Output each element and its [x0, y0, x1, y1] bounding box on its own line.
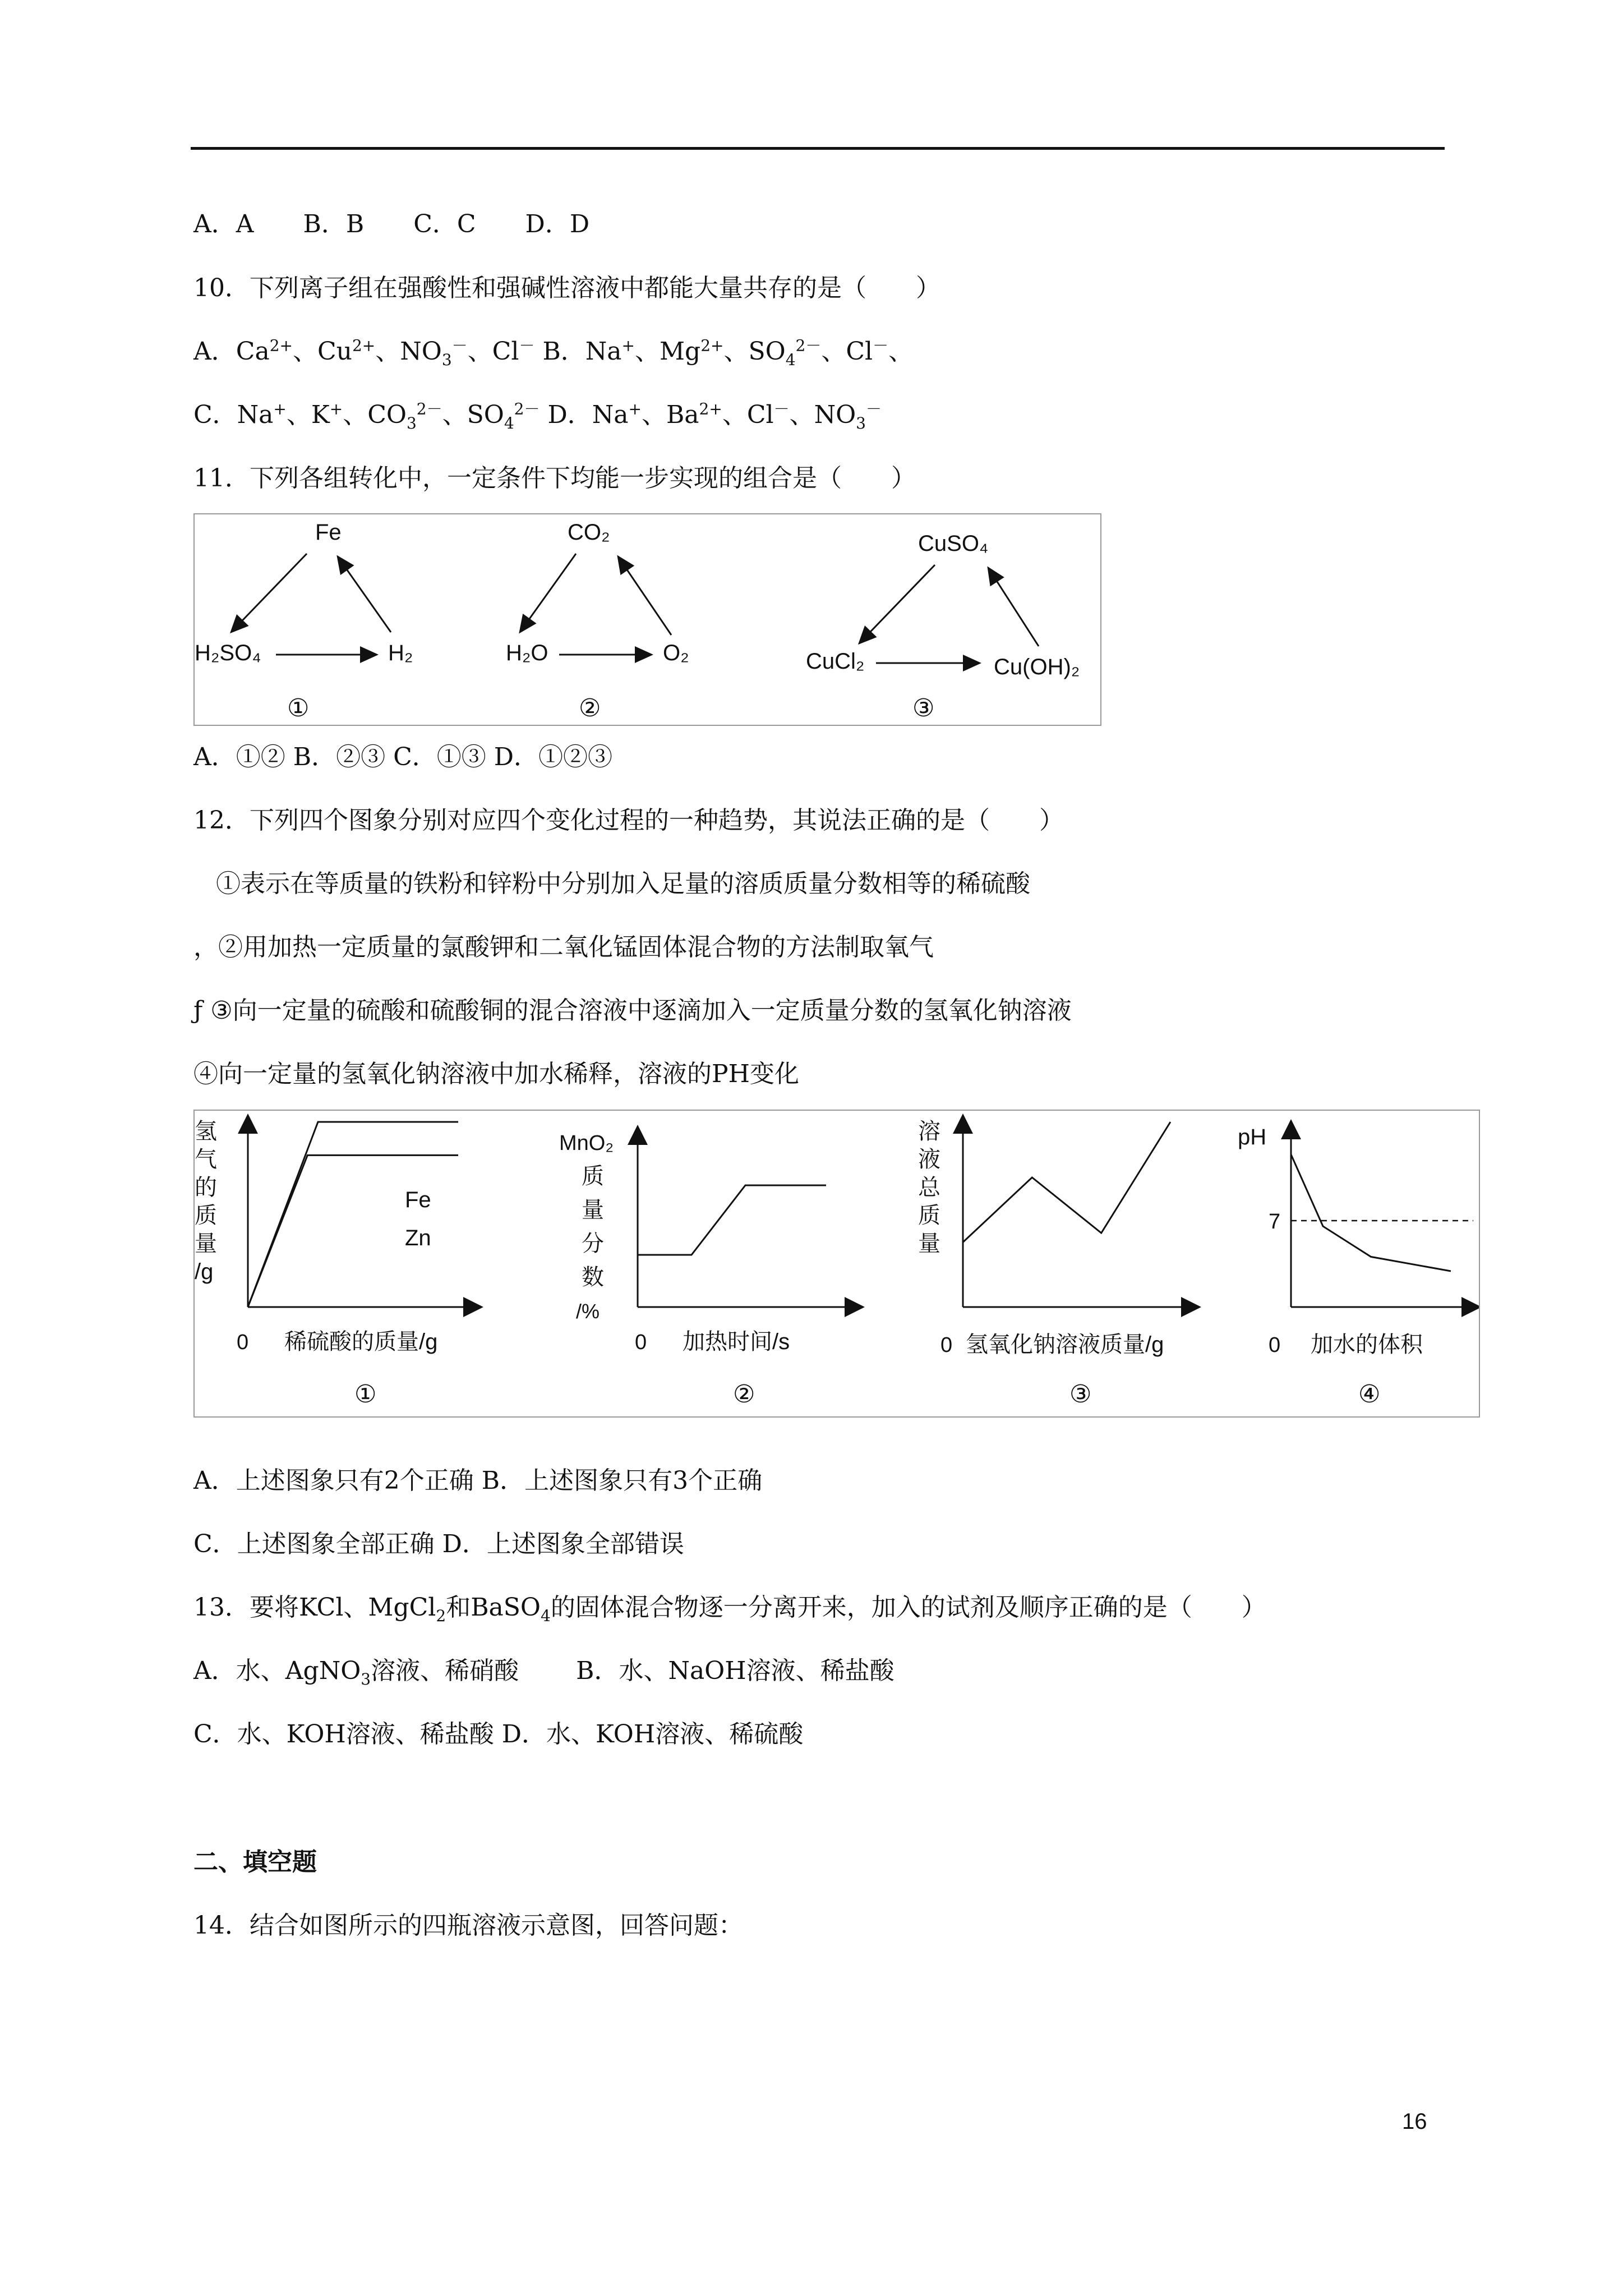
- q11-options: A．①② B．②③ C．①③ D．①②③: [193, 743, 613, 771]
- graph-1-xlabel: 稀硫酸的质量/g: [284, 1329, 438, 1354]
- graph-1-ylabel-5: 量: [195, 1231, 217, 1256]
- graph-3-ylabel-4: 质: [918, 1203, 940, 1228]
- graph-3: [918, 1119, 1193, 1408]
- page-number: 16: [1402, 2109, 1427, 2134]
- graph-1-origin: 0: [237, 1331, 249, 1354]
- graph-4-label: ④: [1358, 1381, 1381, 1408]
- graph-2-label: ②: [733, 1381, 755, 1408]
- q12-item-1: ①表示在等质量的铁粉和锌粉中分别加入足量的溶质质量分数相等的稀硫酸: [216, 869, 1030, 898]
- q12-options-cd: C．上述图象全部正确 D．上述图象全部错误: [193, 1530, 684, 1558]
- graph-2-xlabel: 加热时间/s: [683, 1329, 790, 1354]
- graph-1-legend-fe: Fe: [405, 1188, 431, 1212]
- q11-figure: [193, 513, 1101, 726]
- diagram-2-label: ②: [579, 694, 601, 722]
- graph-4: [1238, 1125, 1473, 1408]
- q12-options-ab: A．上述图象只有2个正确 B．上述图象只有3个正确: [193, 1466, 763, 1495]
- graph-2-ylabel-2: 量: [582, 1198, 604, 1222]
- q12-graphs: [195, 1111, 1479, 1416]
- graph-4-origin: 0: [1269, 1333, 1281, 1357]
- graph-3-ylabel-3: 总: [918, 1175, 940, 1200]
- q13-stem: 13．要将KCl、MgCl$_2$和BaSO$_4$的固体混合物逐一分离开来，加入的试剂及顺序正确的是（ ）: [193, 1593, 1266, 1625]
- q12-stem: 12．下列四个图象分别对应四个变化过程的一种趋势，其说法正确的是（ ）: [193, 806, 1064, 835]
- graph-4-ylabel: pH: [1238, 1125, 1267, 1149]
- diagram-3-right: Cu(OH)₂: [994, 655, 1080, 679]
- diagram-1-top: Fe: [315, 520, 342, 545]
- q11-diagrams: [195, 514, 1100, 725]
- q12-item-2: ，②用加热一定质量的氯酸钾和二氧化锰固体混合物的方法制取氧气: [193, 933, 934, 961]
- graph-1-legend-zn: Zn: [405, 1226, 431, 1250]
- q10-options-cd: C．Na+、K+、$CO_3^{2-}$、$SO_4^{2-}$ D．Na+、$Ba^{2+}$、Cl－、$NO_3^-$: [193, 399, 882, 432]
- graph-3-ylabel-1: 溶: [918, 1119, 940, 1144]
- graph-1: [195, 1119, 475, 1408]
- diagram-1-left: H₂SO₄: [195, 641, 261, 665]
- section-heading: 二、填空题: [193, 1848, 317, 1876]
- q11-stem: 11．下列各组转化中，一定条件下均能一步实现的组合是（ ）: [193, 464, 916, 493]
- graph-2-series: [638, 1185, 826, 1255]
- diagram-3: [806, 531, 1080, 722]
- graph-3-ylabel-5: 量: [918, 1231, 940, 1256]
- q12-item-4: ④向一定量的氢氧化钠溶液中加水稀释，溶液的PH变化: [193, 1060, 799, 1088]
- q9-options: A．A B．B C．C D．D: [193, 210, 590, 238]
- graph-1-ylabel-3: 的: [195, 1175, 217, 1200]
- graph-1-ylabel-6: /g: [195, 1259, 214, 1284]
- graph-3-label: ③: [1069, 1381, 1092, 1408]
- graph-3-series: [963, 1122, 1170, 1243]
- q10-stem: 10．下列离子组在强酸性和强碱性溶液中都能大量共存的是（ ）: [193, 274, 940, 302]
- diagram-1: [195, 520, 413, 722]
- diagram-2-left: H₂O: [506, 641, 548, 665]
- graph-4-reference-label: 7: [1269, 1210, 1281, 1234]
- graph-2-ylabel-4: 数: [582, 1265, 604, 1290]
- graph-2-ylabel-1: 质: [582, 1164, 604, 1189]
- graph-2-ylabel-3: 分: [582, 1231, 604, 1256]
- graph-2: [559, 1131, 856, 1408]
- diagram-3-top: CuSO₄: [918, 531, 989, 556]
- diagram-3-left: CuCl₂: [806, 649, 865, 674]
- graph-3-xlabel: 氢氧化钠溶液质量/g: [966, 1332, 1164, 1357]
- diagram-1-right: H₂: [388, 641, 413, 665]
- q14-stem: 14．结合如图所示的四瓶溶液示意图，回答问题：: [193, 1911, 743, 1940]
- graph-1-ylabel-2: 气: [195, 1147, 217, 1172]
- diagram-1-label: ①: [287, 694, 310, 722]
- graph-1-label: ①: [354, 1381, 377, 1408]
- graph-4-xlabel: 加水的体积: [1311, 1332, 1423, 1357]
- graph-3-ylabel-2: 液: [918, 1147, 940, 1172]
- diagram-2-top: CO₂: [568, 520, 610, 545]
- graph-2-ylabel-5: /%: [576, 1300, 600, 1323]
- graph-1-ylabel-1: 氢: [195, 1119, 217, 1144]
- diagram-3-label: ③: [912, 694, 935, 722]
- q12-figure: [193, 1110, 1480, 1418]
- graph-3-origin: 0: [940, 1333, 953, 1357]
- header-rule: [191, 147, 1445, 150]
- diagram-2: [506, 520, 689, 722]
- diagram-2-right: O₂: [663, 641, 689, 665]
- graph-2-origin: 0: [635, 1331, 647, 1354]
- graph-1-series-fe: [248, 1122, 458, 1307]
- graph-1-ylabel-4: 质: [195, 1203, 217, 1228]
- q13-options-ab: A．水、AgNO$_3$溶液、稀硝酸 B．水、NaOH溶液、稀盐酸: [193, 1657, 895, 1688]
- graph-2-ylabel-top: MnO₂: [559, 1131, 614, 1155]
- q13-options-cd: C．水、KOH溶液、稀盐酸 D．水、KOH溶液、稀硫酸: [193, 1720, 804, 1749]
- q10-options-ab: A．$Ca^{2+}$、$Cu^{2+}$、$NO_3^-$、Cl－ B．Na+、$Mg^{2+}$、$SO_4^{2-}$、Cl－、: [193, 336, 914, 369]
- q12-item-3: ƒ ③向一定量的硫酸和硫酸铜的混合溶液中逐滴加入一定质量分数的氢氧化钠溶液: [193, 996, 1072, 1025]
- graph-4-series: [1291, 1154, 1451, 1271]
